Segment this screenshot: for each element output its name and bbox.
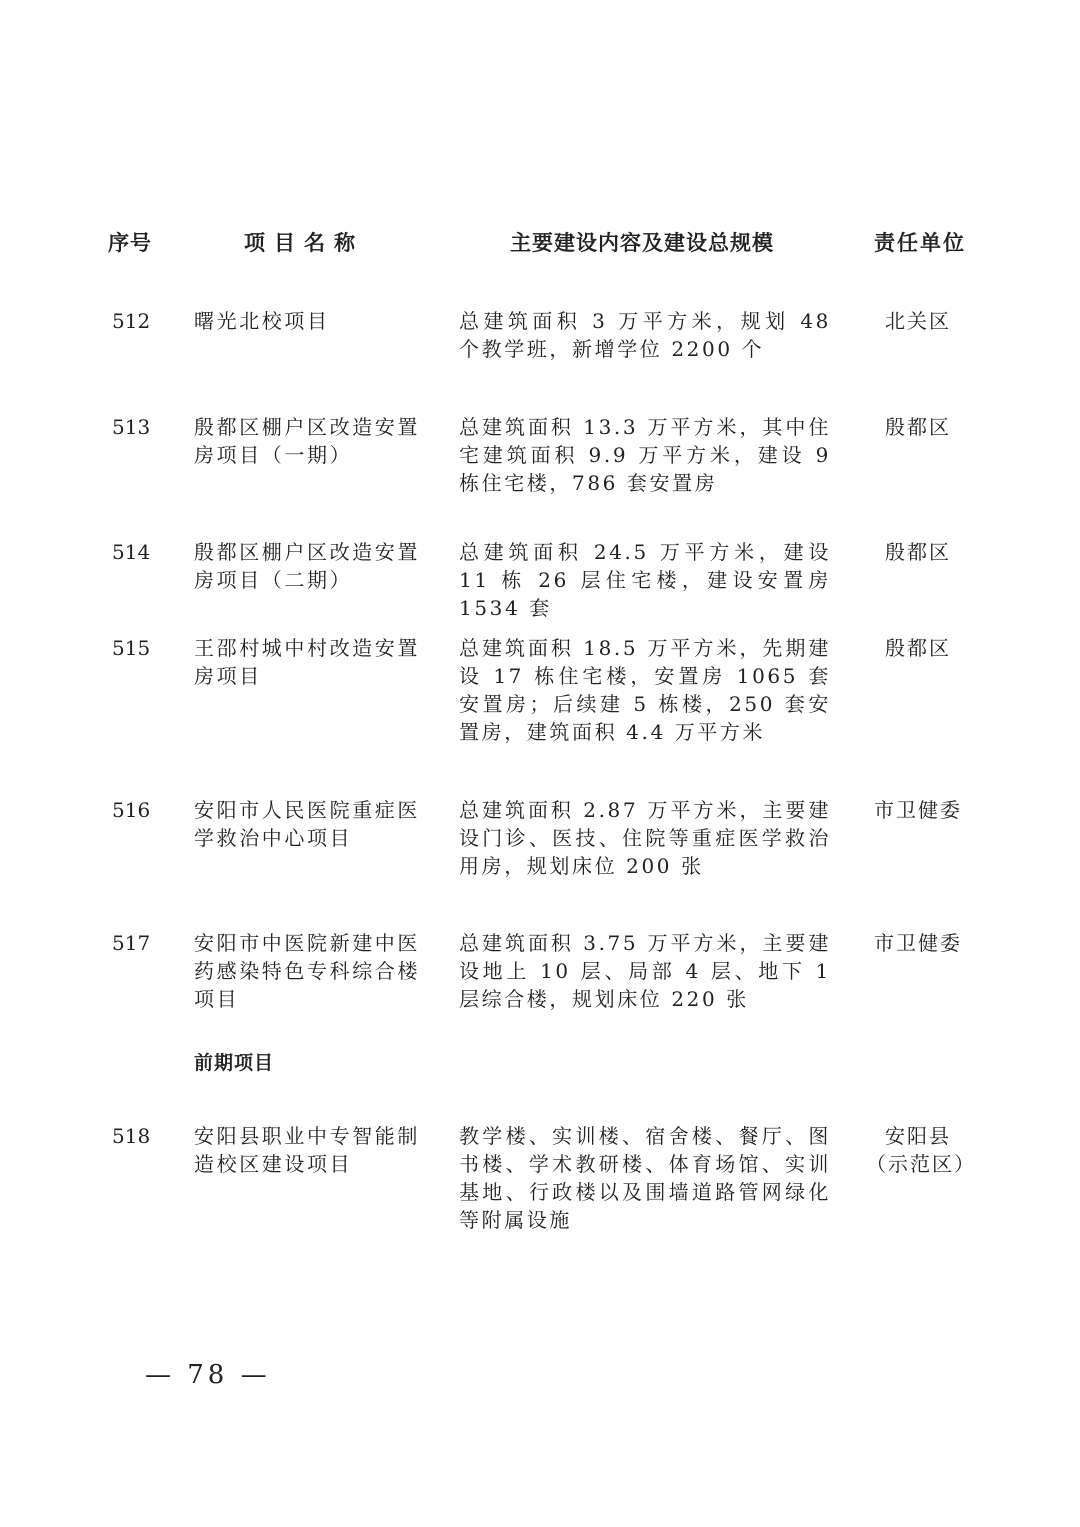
row-content: 总建筑面积 3.75 万平方米，主要建设地上 10 层、局部 4 层、地下 1 层综合楼，规划床位 220 张 — [459, 931, 831, 1011]
page-number: — 78 — — [145, 1360, 271, 1390]
row-name: 王邵村城中村改造安置房项目 — [194, 636, 420, 688]
row-name: 殷都区棚户区改造安置房项目（二期） — [194, 540, 420, 592]
row-name: 安阳县职业中专智能制造校区建设项目 — [194, 1124, 420, 1176]
row-unit: 安阳县（示范区） — [866, 1124, 976, 1176]
row-seq: 516 — [112, 798, 151, 822]
row-content: 总建筑面积 2.87 万平方米，主要建设门诊、医技、住院等重症医学救治用房，规划床位 200 张 — [459, 798, 831, 878]
row-content: 总建筑面积 24.5 万平方米，建设 11 栋 26 层住宅楼，建设安置房 1534 套 — [459, 540, 831, 620]
row-seq: 515 — [112, 636, 151, 660]
row-content: 总建筑面积 3 万平方米，规划 48 个教学班，新增学位 2200 个 — [459, 309, 831, 361]
row-seq: 517 — [112, 931, 151, 955]
row-name: 安阳市人民医院重症医学救治中心项目 — [194, 798, 420, 850]
row-unit: 殷都区 — [885, 415, 951, 439]
row-unit: 殷都区 — [885, 540, 951, 564]
row-seq: 518 — [112, 1124, 151, 1148]
row-seq: 514 — [112, 540, 151, 564]
section-title: 前期项目 — [194, 1052, 275, 1074]
header-unit: 责任单位 — [874, 231, 966, 255]
row-name: 安阳市中医院新建中医药感染特色专科综合楼项目 — [194, 931, 420, 1011]
header-content: 主要建设内容及建设总规模 — [510, 231, 774, 255]
row-seq: 513 — [112, 415, 151, 439]
row-unit: 殷都区 — [885, 636, 951, 660]
row-seq: 512 — [112, 309, 151, 333]
row-content: 教学楼、实训楼、宿舍楼、餐厅、图书楼、学术教研楼、体育场馆、实训基地、行政楼以及围墙道路管网绿化等附属设施 — [459, 1124, 831, 1232]
row-unit: 市卫健委 — [874, 798, 962, 822]
header-project-name: 项目名称 — [244, 231, 364, 255]
row-content: 总建筑面积 13.3 万平方米，其中住宅建筑面积 9.9 万平方米，建设 9 栋住宅楼，786 套安置房 — [459, 415, 831, 495]
row-unit: 北关区 — [885, 309, 951, 333]
row-unit: 市卫健委 — [874, 931, 962, 955]
row-content: 总建筑面积 18.5 万平方米，先期建设 17 栋住宅楼，安置房 1065 套安置房；后续建 5 栋楼，250 套安置房，建筑面积 4.4 万平方米 — [459, 636, 831, 744]
header-seq: 序号 — [108, 231, 152, 255]
row-name: 殷都区棚户区改造安置房项目（一期） — [194, 415, 420, 467]
row-name: 曙光北校项目 — [194, 309, 330, 333]
